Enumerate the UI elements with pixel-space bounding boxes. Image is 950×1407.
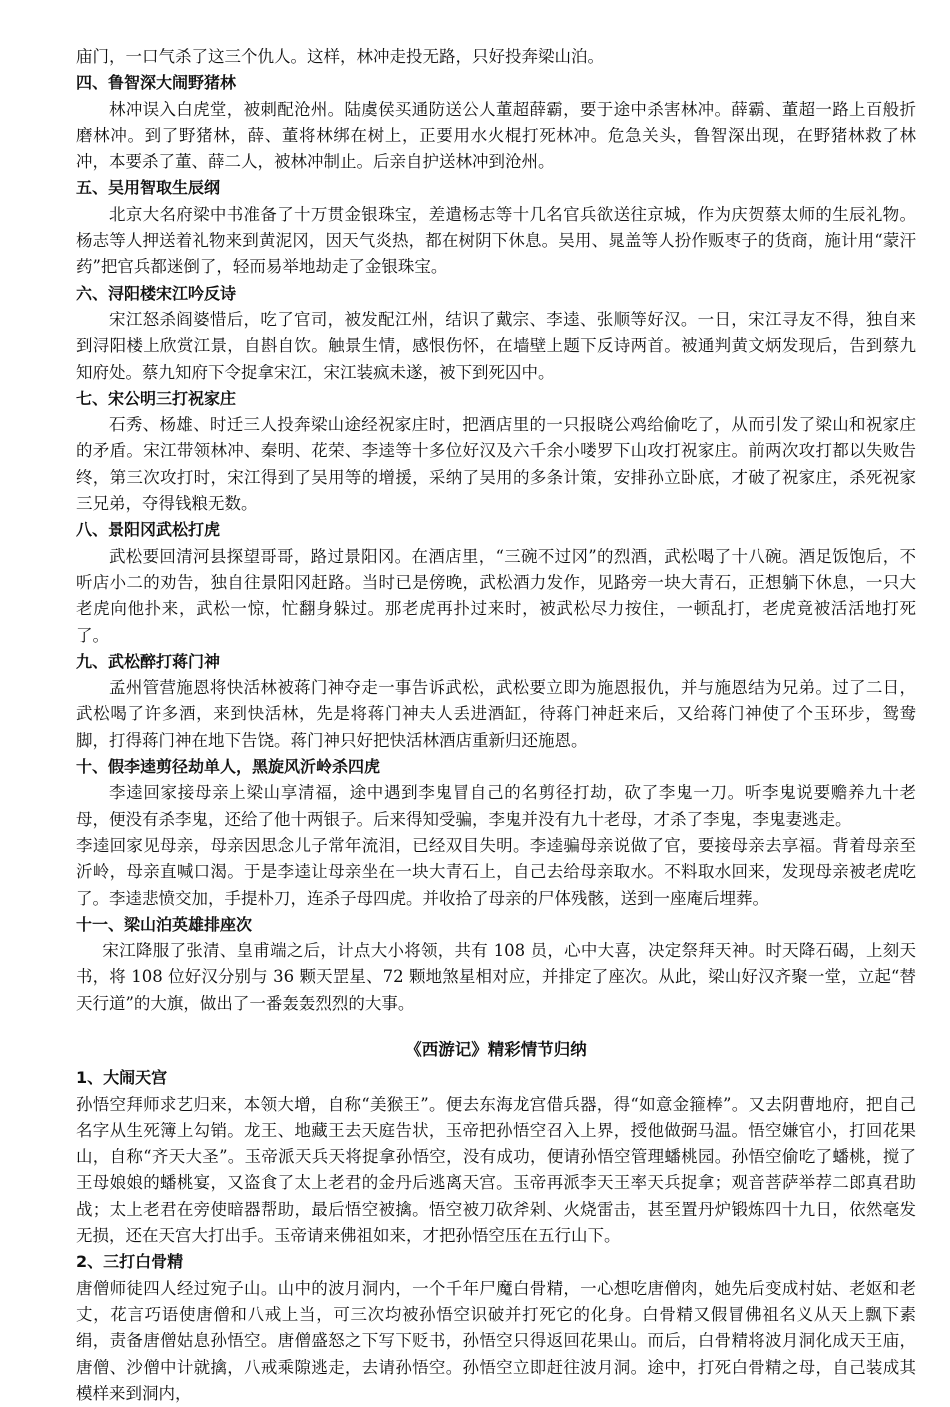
xiyouji-2-heading: 2、三打白骨精 (76, 1252, 184, 1272)
section-10-body-2: 李逵回家见母亲，母亲因思念儿子常年流泪，已经双目失明。李逵骗母亲说做了官，要接母亲去享福。背着母亲至沂岭，母亲直喊口渴。于是李逵让母亲坐在一块大青石上，自己去给母亲取水。不料取水回来，发现母亲被老虎吃了。李逵悲愤交加，手提朴刀，连杀子母四虎。并收拾了母亲的尸体残骸，送到一座庵后埋葬。 (76, 835, 916, 908)
section-10-body-1: 李逵回家接母亲上梁山享清福，途中遇到李鬼冒自己的名剪径打劫，砍了李鬼一刀。听李鬼说要赡养九十老母，便没有杀李鬼，还给了他十两银子。后来得知受骗，李鬼并没有九十老母，才杀了李鬼，李鬼妻逃走。 (76, 783, 916, 829)
section-7-body: 石秀、杨雄、时迁三人投奔梁山途经祝家庄时，把酒店里的一只报晓公鸡给偷吃了，从而引发了梁山和祝家庄的矛盾。宋江带领林冲、秦明、花荣、李逵等十多位好汉及六千余小喽罗下山攻打祝家庄。前两次攻打都以失败告终，第三次攻打时，宋江得到了吴用等的增援，采纳了吴用的多条计策，安排孙立卧底，才破了祝家庄，杀死祝家三兄弟，夺得钱粮无数。 (76, 415, 916, 514)
xiyouji-1-body: 孙悟空拜师求艺归来，本领大增，自称“美猴王”。便去东海龙宫借兵器，得“如意金箍棒”。又去阴曹地府，把自己名字从生死簿上勾销。龙王、地藏王去天庭告状，玉帝把孙悟空召入上界，授他做弼马温。悟空嫌官小，打回花果山，自称“齐天大圣”。玉帝派天兵天将捉拿孙悟空，没有成功，便请孙悟空管理蟠桃园。孙悟空偷吃了蟠桃，搅了王母娘娘的蟠桃宴，又盗食了太上老君的金丹后逃离天宫。玉帝再派李天王率天兵捉拿；观音菩萨举荐二郎真君助战；太上老君在旁使暗器帮助，最后悟空被擒。悟空被刀砍斧剁、火烧雷击，甚至置丹炉锻炼四十九日，依然毫发无损，还在天宫大打出手。玉帝请来佛祖如来，才把孙悟空压在五行山下。 (76, 1094, 916, 1246)
xiyouji-2-body: 唐僧师徒四人经过宛子山。山中的波月洞内，一个千年尸魔白骨精，一心想吃唐僧肉，她先后变成村姑、老妪和老丈，花言巧语使唐僧和八戒上当，可三次均被孙悟空识破并打死它的化身。白骨精又假冒佛祖名义从天上飘下素绢，责备唐僧姑息孙悟空。唐僧盛怒之下写下贬书，孙悟空只得返回花果山。而后，白骨精将波月洞化成天王庙，唐僧、沙僧中计就擒，八戒乘隙逃走，去请孙悟空。孙悟空立即赶往波月洞。途中，打死白骨精之母，自己装成其模样来到洞内， (76, 1278, 916, 1403)
section-6-heading: 六、浔阳楼宋江吟反诗 (76, 283, 237, 303)
section-9-body: 孟州管营施恩将快活林被蒋门神夺走一事告诉武松，武松要立即为施恩报仇，并与施恩结为兄弟。过了二日，武松喝了许多酒，来到快活林，先是将蒋门神夫人丢进酒缸，待蒋门神赶来后，又给蒋门神使了个玉环步，鸳鸯脚，打得蒋门神在地下告饶。蒋门神只好把快活林酒店重新归还施恩。 (76, 678, 916, 750)
document-page (76, 44, 916, 1407)
section-4-heading: 四、鲁智深大闹野猪林 (76, 73, 237, 93)
section-11-heading: 十一、梁山泊英雄排座次 (76, 914, 253, 934)
section-10-heading: 十、假李逵剪径劫单人，黑旋风沂岭杀四虎 (76, 757, 381, 777)
section-8-heading: 八、景阳冈武松打虎 (76, 520, 221, 540)
section-4-body: 林冲误入白虎堂，被刺配沧州。陆虞侯买通防送公人董超薛霸，要于途中杀害林冲。薛霸、董超一路上百般折磨林冲。到了野猪林，薛、董将林绑在树上，正要用水火棍打死林冲。危急关头，鲁智深出现，在野猪林救了林冲，本要杀了董、薛二人，被林冲制止。后亲自护送林冲到沧州。 (76, 99, 916, 172)
section-11-body: 宋江降服了张清、皇甫端之后，计点大小将领，共有 108 员，心中大喜，决定祭拜天神。时天降石碣，上刻天书，将 108 位好汉分别与 36 颗天罡星、72 颗地煞星相对应，并排定了座次。从此，梁山好汉齐聚一堂，立起“替天行道”的大旗，做出了一番轰轰烈烈的大事。 (76, 941, 916, 1013)
section-7-heading: 七、宋公明三打祝家庄 (76, 388, 237, 408)
section-8-body: 武松要回清河县探望哥哥，路过景阳冈。在酒店里，“三碗不过冈”的烈酒，武松喝了十八碗。酒足饭饱后，不听店小二的劝告，独自往景阳冈赶路。当时已是傍晚，武松酒力发作，见路旁一块大青石，正想躺下休息，一只大老虎向他扑来，武松一惊，忙翻身躲过。那老虎再扑过来时，被武松尽力按住，一顿乱打，老虎竟被活活地打死了。 (76, 546, 916, 645)
section-5-heading: 五、吴用智取生辰纲 (76, 178, 221, 198)
section-3-tail: 庙门，一口气杀了这三个仇人。这样，林冲走投无路，只好投奔梁山泊。 (76, 47, 604, 66)
section-5-body: 北京大名府梁中书准备了十万贯金银珠宝，差遣杨志等十几名官兵欲送往京城，作为庆贺蔡太师的生辰礼物。杨志等人押送着礼物来到黄泥冈，因天气炎热，都在树阴下休息。吴用、晁盖等人扮作贩枣子的货商，施计用“蒙汗药”把官兵都迷倒了，轻而易举地劫走了金银珠宝。 (76, 204, 916, 277)
xiyouji-1-heading: 1、大闹天宫 (76, 1068, 168, 1088)
xiyouji-title: 《西游记》精彩情节归纳 (405, 1039, 587, 1059)
section-9-heading: 九、武松醉打蒋门神 (76, 651, 221, 671)
section-6-body: 宋江怒杀阎婆惜后，吃了官司，被发配江州，结识了戴宗、李逵、张顺等好汉。一日，宋江寻友不得，独自来到浔阳楼上欣赏江景，自斟自饮。触景生情，感恨伤怀，在墙壁上题下反诗两首。被通判黄文炳发现后，告到蔡九知府处。蔡九知府下令捉拿宋江，宋江装疯未遂，被下到死囚中。 (76, 309, 916, 382)
